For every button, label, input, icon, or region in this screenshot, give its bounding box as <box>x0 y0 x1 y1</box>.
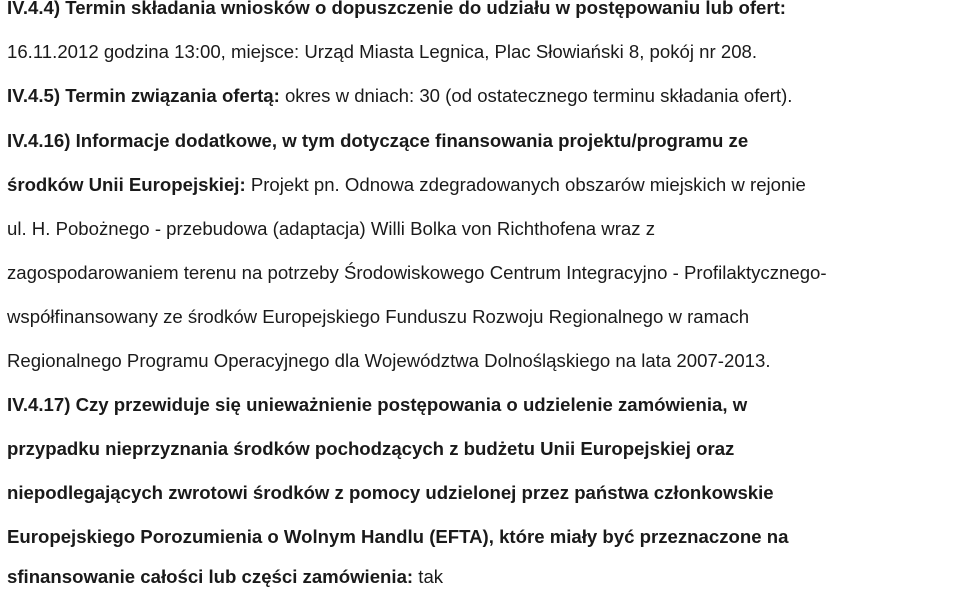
section-iv-4-17-heading-line2: przypadku nieprzyznania środków pochodzących z budżetu Unii Europejskiej oraz <box>7 438 735 459</box>
section-iv-4-17-heading-line4: Europejskiego Porozumienia o Wolnym Handlu (EFTA), które miały być przeznaczone na <box>7 526 789 547</box>
section-iv-4-5-heading: IV.4.5) Termin związania ofertą: <box>7 85 280 106</box>
section-iv-4-4-heading: IV.4.4) Termin składania wniosków o dopuszczenie do udziału w postępowaniu lub ofert: <box>7 0 786 18</box>
section-iv-4-5 <box>7 85 792 107</box>
section-iv-4-17-heading-line5: sfinansowanie całości lub części zamówienia: <box>7 566 414 587</box>
section-iv-4-16-value-line2: Projekt pn. Odnowa zdegradowanych obszarów miejskich w rejonie <box>245 174 806 195</box>
section-iv-4-16-value-line4: zagospodarowaniem terenu na potrzeby Środowiskowego Centrum Integracyjno - Profilaktycznego- <box>7 262 827 283</box>
section-iv-4-16-value-line5: współfinansowany ze środków Europejskiego Funduszu Rozwoju Regionalnego w ramach <box>7 306 750 327</box>
section-iv-4-17-heading-line1: IV.4.17) Czy przewiduje się unieważnienie postępowania o udzielenie zamówienia, w <box>7 394 748 415</box>
section-iv-4-16-line2 <box>7 174 806 196</box>
section-iv-4-16-heading-line1: IV.4.16) Informacje dodatkowe, w tym dotyczące finansowania projektu/programu ze <box>7 130 749 151</box>
section-iv-4-17-line5 <box>7 566 443 588</box>
section-iv-4-5-value: okres w dniach: 30 (od ostatecznego terminu składania ofert). <box>279 85 793 106</box>
section-iv-4-16-value-line3: ul. H. Pobożnego - przebudowa (adaptacja) Willi Bolka von Richthofena wraz z <box>7 218 656 239</box>
section-iv-4-17-heading-line3: niepodlegających zwrotowi środków z pomocy udzielonej przez państwa członkowskie <box>7 482 774 503</box>
section-iv-4-16-value-line6: Regionalnego Programu Operacyjnego dla Województwa Dolnośląskiego na lata 2007-2013. <box>7 350 771 371</box>
section-iv-4-16-heading-line2: środków Unii Europejskiej: <box>7 174 246 195</box>
section-iv-4-4-value: 16.11.2012 godzina 13:00, miejsce: Urząd Miasta Legnica, Plac Słowiański 8, pokój nr 208. <box>7 41 758 62</box>
section-iv-4-17-value: tak <box>413 566 444 587</box>
